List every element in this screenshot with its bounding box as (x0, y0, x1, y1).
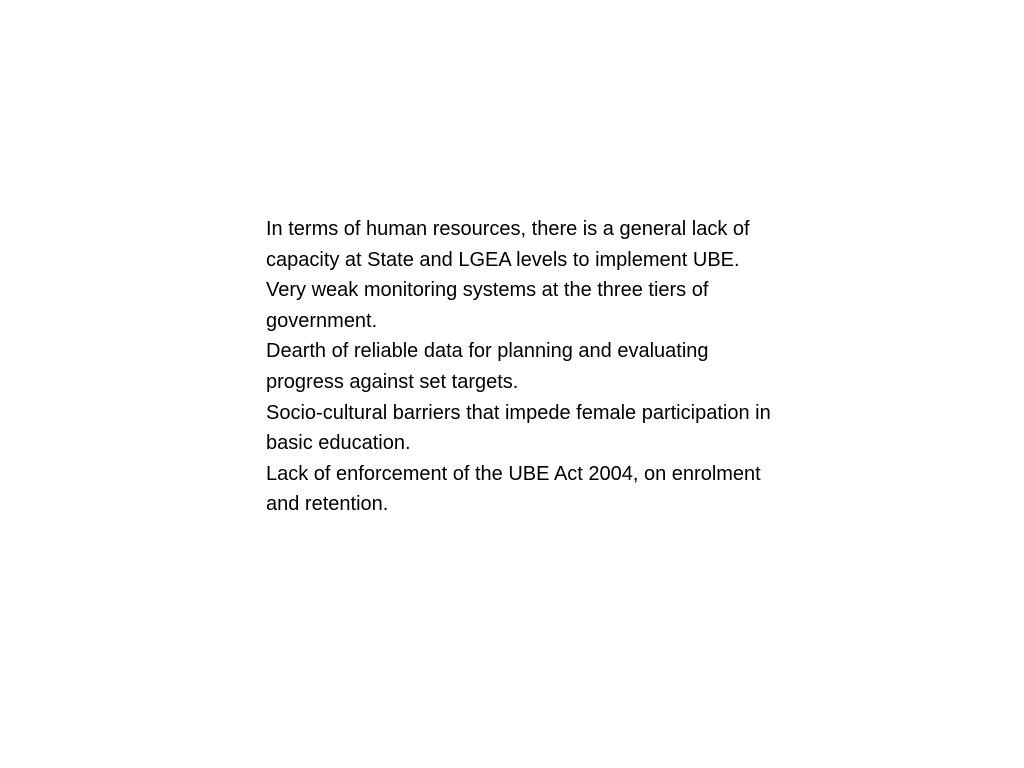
paragraph-data: Dearth of reliable data for planning and evaluating progress against set targets. (266, 340, 709, 393)
paragraph-human-resources: In terms of human resources, there is a general lack of capacity at State and LGEA levels to implement UBE. (266, 218, 750, 271)
paragraph-monitoring: Very weak monitoring systems at the three tiers of government. (266, 279, 709, 332)
body-text (266, 214, 776, 520)
paragraph-enforcement: Lack of enforcement of the UBE Act 2004, on enrolment and retention. (266, 462, 761, 516)
paragraph-socio-cultural: Socio-cultural barriers that impede female participation in basic education. (266, 401, 771, 455)
